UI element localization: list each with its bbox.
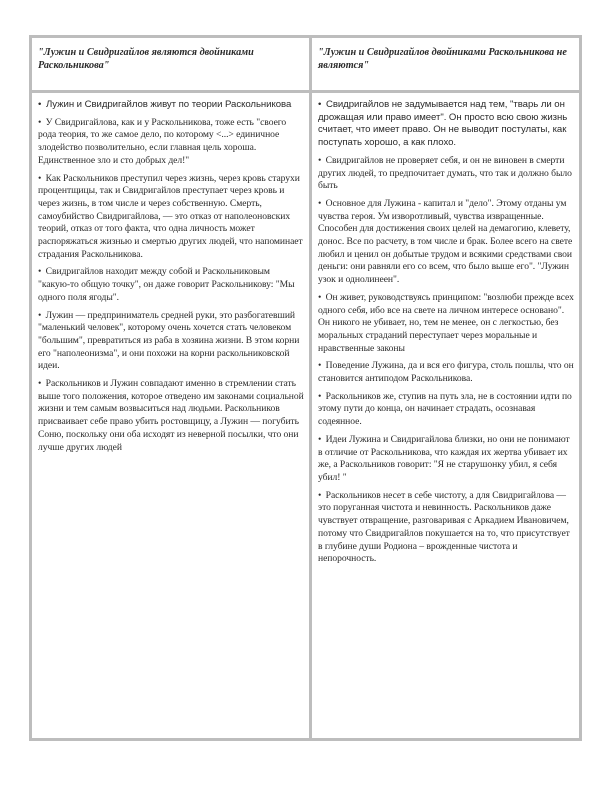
right-argument-item	[318, 360, 574, 385]
right-argument-item	[318, 292, 574, 356]
bullet-icon: •	[318, 360, 322, 372]
argument-text: Свидригайлов не задумывается над тем, "тварь ли он дрожащая или право имеет". Он просто всю свою жизнь считает, что имеет право. Он не выводит постулаты, как поступать хорошо, а как плохо.	[318, 99, 568, 149]
left-argument-item	[38, 173, 304, 262]
left-argument-item	[38, 99, 304, 112]
bullet-icon: •	[38, 172, 42, 184]
argument-text: Раскольников несет в себе чистоту, а для Свидригайлова — это поруганная чистота и невинность. Раскольников даже чувствует отвращение, разговаривая с Аркадием Ивановичем, потому что Свидригайлов покушается на то, что присутствует в глубине души Родиона – врожденные чистота и непорочность.	[318, 489, 570, 565]
argument-text: Раскольников и Лужин совпадают именно в стремлении стать выше того положения, которое отведено им законами социальной жизни и тем самым возвыситься над людьми. Раскольников присваивает себе право убить ростовщицу, а Лужин — погубить Соню, поскольку они оба исходят из неверной посылки, что они лучше других людей	[38, 378, 304, 453]
bullet-icon: •	[318, 390, 322, 402]
header-right: "Лужин и Свидригайлов двойниками Раскольникова не являются"	[318, 47, 567, 71]
argument-text: Свидригайлов не проверяет себя, и он не виновен в смерти других людей, то предпочитает думать, что так и должно было быть	[318, 154, 572, 192]
bullet-icon: •	[318, 291, 322, 303]
argument-text: Он живет, руководствуясь принципом: "возлюби прежде всех одного себя, ибо все на свете на личном интересе основано". Он никого не убивает, но, тем не менее, он с легкостью, без моральных страданий переступает через моральные и нравственные законы	[318, 291, 574, 354]
bullet-icon: •	[38, 309, 42, 321]
bullet-icon: •	[38, 99, 42, 110]
bullet-icon: •	[38, 116, 42, 128]
argument-text: Раскольников же, ступив на путь зла, не в состоянии идти по этому пути до конца, он начинает страдать, осознавая содеянное.	[318, 390, 572, 428]
bullet-icon: •	[38, 266, 42, 278]
argument-text: Свидригайлов находит между собой и Раскольниковым "какую-то общую точку", он даже говорит Раскольникову: "Мы одного поля ягоды".	[38, 266, 295, 303]
argument-text: Идеи Лужина и Свидригайлова близки, но они не понимают в отличие от Раскольникова, что каждая их жертва убивает их же, а Раскольников говорит: "Я не старушонку убил, я себя убил! "	[318, 433, 570, 483]
right-argument-item	[318, 99, 574, 150]
bullet-icon: •	[318, 197, 322, 209]
header-left: "Лужин и Свидригайлов являются двойниками Раскольникова"	[38, 47, 254, 71]
argument-text: Лужин и Свидригайлов живут по теории Раскольникова	[45, 99, 292, 110]
bullet-icon: •	[318, 99, 322, 110]
bullet-icon: •	[318, 433, 322, 445]
comparison-table	[29, 35, 582, 741]
left-argument-item	[38, 310, 304, 374]
left-argument-item	[38, 266, 304, 304]
argument-text: Поведение Лужина, да и вся его фигура, столь пошлы, что он становится антиподом Раскольникова.	[318, 360, 574, 385]
right-argument-item	[318, 391, 574, 429]
left-argument-item	[38, 117, 304, 168]
argument-text: У Свидригайлова, как и у Раскольникова, тоже есть "своего рода теория, то же самое дело, по которому <...> единичное злодейство позволительно, если главная цель хороша. Единственное зло и сто добрых дел!"	[38, 116, 287, 166]
right-argument-item	[318, 434, 574, 485]
bullet-icon: •	[318, 489, 322, 501]
bullet-icon: •	[38, 378, 42, 390]
right-argument-item	[318, 155, 574, 193]
right-column-arguments	[312, 93, 579, 738]
right-argument-item	[318, 198, 574, 287]
argument-text: Основное для Лужина - капитал и "дело". Этому отданы ум чувства героя. Ум изворотливый, чувства извращенные. Способен для достижения своих целей на демагогию, клевету, донос. Все по расчету, в том числе и брак. Более всего на свете любил и ценил он добытые трудом и всякими средствами свои деньги: они равняли его со всем, что было выше его". "Лужин узок и однолинеен".	[318, 197, 573, 286]
left-argument-item	[38, 378, 304, 454]
left-column-arguments	[32, 93, 309, 738]
right-argument-item	[318, 490, 574, 566]
bullet-icon: •	[318, 154, 322, 166]
argument-text: Как Раскольников преступил через жизнь, через кровь старухи процентщицы, так и Свидригайлов преступает через кровь и через жизнь, в том числе и через собственную. Смерть, самоубийство Свидригайлова, — это отказ от наполеоновских теорий, отказ от того факта, что одна личность может распоряжаться жизнью и смертью других людей, что напоминает страдания Раскольникова.	[38, 172, 303, 260]
argument-text: Лужин — предприниматель средней руки, это разбогатевший "маленький человек", которому очень хочется стать человеком "большим", превратиться из раба в хозяина жизни. В этом корни его "наполеонизма", и они похожи на корни раскольниковской идеи.	[38, 309, 300, 372]
